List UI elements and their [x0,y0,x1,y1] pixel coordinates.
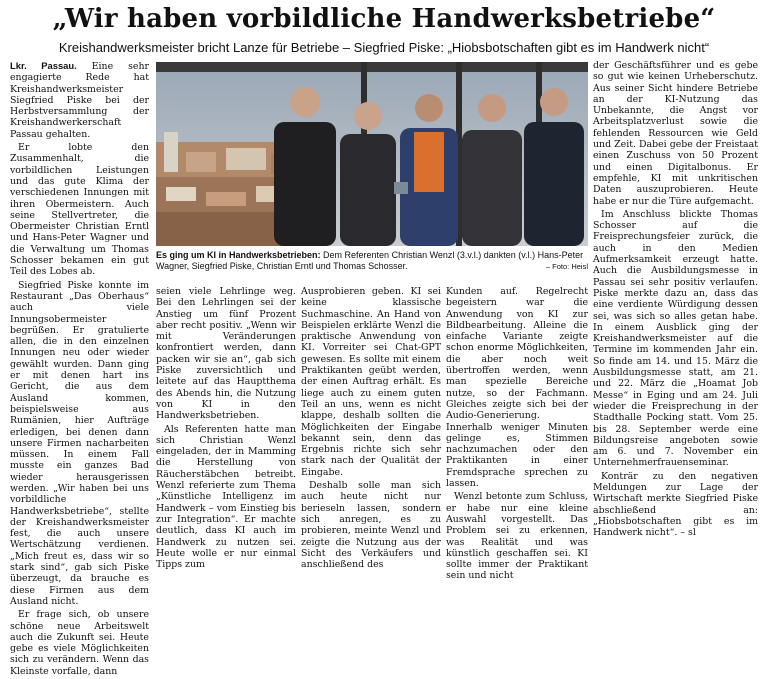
article-column-1 [10,60,149,679]
paragraph: Konträr zu den negativen Meldungen zur Lage der Wirtschaft merkte Siegfried Piske abschließend an: „Hiobsbotschaften gibt es im Handwerk nicht“. – sl [593,470,758,539]
paragraph-text: Eine sehr engagierte Rede hat Kreishandwerksmeister Siegfried Piske bei der Herbstversammlung der Kreishandwerkerschaft Passau gehalten. [10,61,149,140]
photo-caption [156,250,588,272]
article-column-4 [446,286,588,584]
paragraph: Als Referenten hatte man sich Christian Wenzl eingeladen, der in Mamming die Herstellung von Räucherstäbchen betreibt. Wenzl referierte zum Thema „Künstliche Intelligenz im Handwerk – vom Einstieg bis zur Integration“. Er machte deutlich, dass KI auch im Handwerk zu nutzen sei. Heute wolle er nur einmal Tipps zum [156,423,296,571]
paragraph: Ausprobieren geben. KI sei keine klassische Suchmaschine. An Hand von Beispielen erklärte Wenzl die praktische Anwendung von KI. Vorreiter sei Chat-GPT gewesen. Es sollte mit einem Praktikanten geübt werden, der einen Auftrag erhält. Es liege auch zu einem guten Teil an uns, wenn es nicht klappe, deshalb sollten die Möglichkeiten der Eingabe bekannt sein, denn das Ergebnis richte sich sehr stark nach der Qualität der Eingabe. [301,286,441,478]
article-column-5 [593,60,758,540]
paragraph: Im Anschluss blickte Thomas Schosser auf die Freisprechungsfeier zurück, die auch in den Medien Aufmerksamkeit erzeugt hatte. Auch die Ausbildungsmesse in Passau sei sehr positiv verlaufen. Piske merkte dazu an, dass das eine verdiente Würdigung dessen sei, was sich so alles getan habe. In einem Ausblick ging der Kreishandwerksmeister auf die Termine im kommenden Jahr ein. So finde am 14. und 15. März die Ausbildungsmesse statt, am 21. und 22. März die „Hoamat Job Messe“ in Eging und am 24. Juli wieder die Freisprechung in der Stadthalle Pocking statt. Vom 25. bis 28. September werde eine Bildungsreise angeboten sowie am 6. und 7. November ein Unternehmerfrauenseminar. [593,208,758,469]
paragraph: Er frage sich, ob unsere schöne neue Arbeitswelt auch die Zukunft sei. Heute gebe es viele Möglichkeiten sich zu verändern. Wenn das Kleinste vorfalle, dann [10,609,149,677]
caption-text: Dem Referenten Christian Wenzl (3.v.l.) dankten (v.l.) Hans-Peter Wagner, Siegfried Piske, Christian Erntl und Thomas Schosser. [156,250,584,271]
article-column-3 [301,286,441,572]
group-photo [156,62,588,246]
paragraph: Er lobte den Zusammenhalt, die vorbildlichen Leistungen und das gute Klima der verschiedenen Innungen mit ihren Obermeistern. Auch seine Stellvertreter, die Obermeister Christian Erntl und Hans-Peter Wagner und die Verwaltung um Thomas Schosser bekamen ein gut Teil des Lobes ab. [10,142,149,278]
paragraph: Kunden auf. Regelrecht begeistern war die Anwendung von KI zur Bildbearbeitung. Alleine die einfache Variante zeigte schon enorme Möglichkeiten, die aber noch weit übertroffen werden, wenn man spezielle Bereiche nutze, so der Fachmann. Gleiches zeigte sich bei der Audio-Generierung. Innerhalb weniger Minuten gelinge es, Stimmen nachzumachen oder den Praktikanten in einer Fremdsprache sprechen zu lassen. [446,286,588,490]
article-column-2 [156,286,296,572]
dateline: Lkr. Passau. [10,60,77,71]
paragraph: Deshalb solle man sich auch heute nicht nur berieseln lassen, sondern sich anregen, es zu probieren, meinte Wenzl und zeigte die Nutzung aus der Sicht des Verkäufers und anschließend des [301,480,441,571]
paragraph [10,60,149,140]
paragraph: seien viele Lehrlinge weg. Bei den Lehrlingen sei der Anstieg um fünf Prozent aber recht positiv. „Wenn wir mit Veränderungen konfrontiert werden, dann packen wir sie an“, gab sich Piske zuversichtlich und leitete auf das Hauptthema des Abends hin, die Nutzung von KI in den Handwerksbetrieben. [156,286,296,422]
subheadline: Kreishandwerksmeister bricht Lanze für Betriebe – Siegfried Piske: „Hiobsbotschaften gibt es im Handwerk nicht“ [58,40,710,55]
paragraph: Siegfried Piske konnte im Restaurant „Das Oberhaus“ auch viele Innungsobermeister begrüßen. Er gratulierte allen, die in den einzelnen Innungen neu oder wieder gewählt wurden. Dann ging er mit denen hart ins Gericht, die aus dem Ausland kommen, beispielsweise aus Rumänien, hier Aufträge erledigen, bei denen dann unsere Firmen nacharbeiten müssen. In einem Fall musste ein ganzes Bad wieder herausgerissen werden. „Wir haben bei uns vorbildliche Handwerksbetriebe“, stellte der Kreishandwerksmeister fest, die auch unsere Wertschätzung verdienen. „Mich freut es, dass wir so stark sind“, gab sich Piske überzeugt, da brauche es diese Firmen aus dem Ausland nicht. [10,279,149,607]
paragraph: der Geschäftsführer und es gebe so gut wie keinen Urheberschutz. Aus seiner Sicht hindere Betriebe an der KI-Nutzung das Unbekannte, die Angst vor Arbeitsplatzverlust sowie die fehlenden Ressourcen wie Geld und Zeit. Dabei gebe der Freistaat einen Zuschuss von 50 Prozent und einen Digitalbonus. Er empfehle, KI mit unkritischen Daten auszuprobieren. Heute habe er nur die Türe aufgemacht. [593,60,758,207]
paragraph: Wenzl betonte zum Schluss, er habe nur eine kleine Auswahl vorgestellt. Das Problem sei zu erkennen, was Realität und was künstlich geschaffen sei. KI sollte immer der Praktikant sein und nicht [446,491,588,582]
caption-title: Es ging um KI in Handwerksbetrieben: [156,250,321,260]
headline: „Wir haben vorbildliche Handwerksbetriebe“ [52,4,716,34]
photo-credit: – Foto: Heisl [545,262,588,271]
